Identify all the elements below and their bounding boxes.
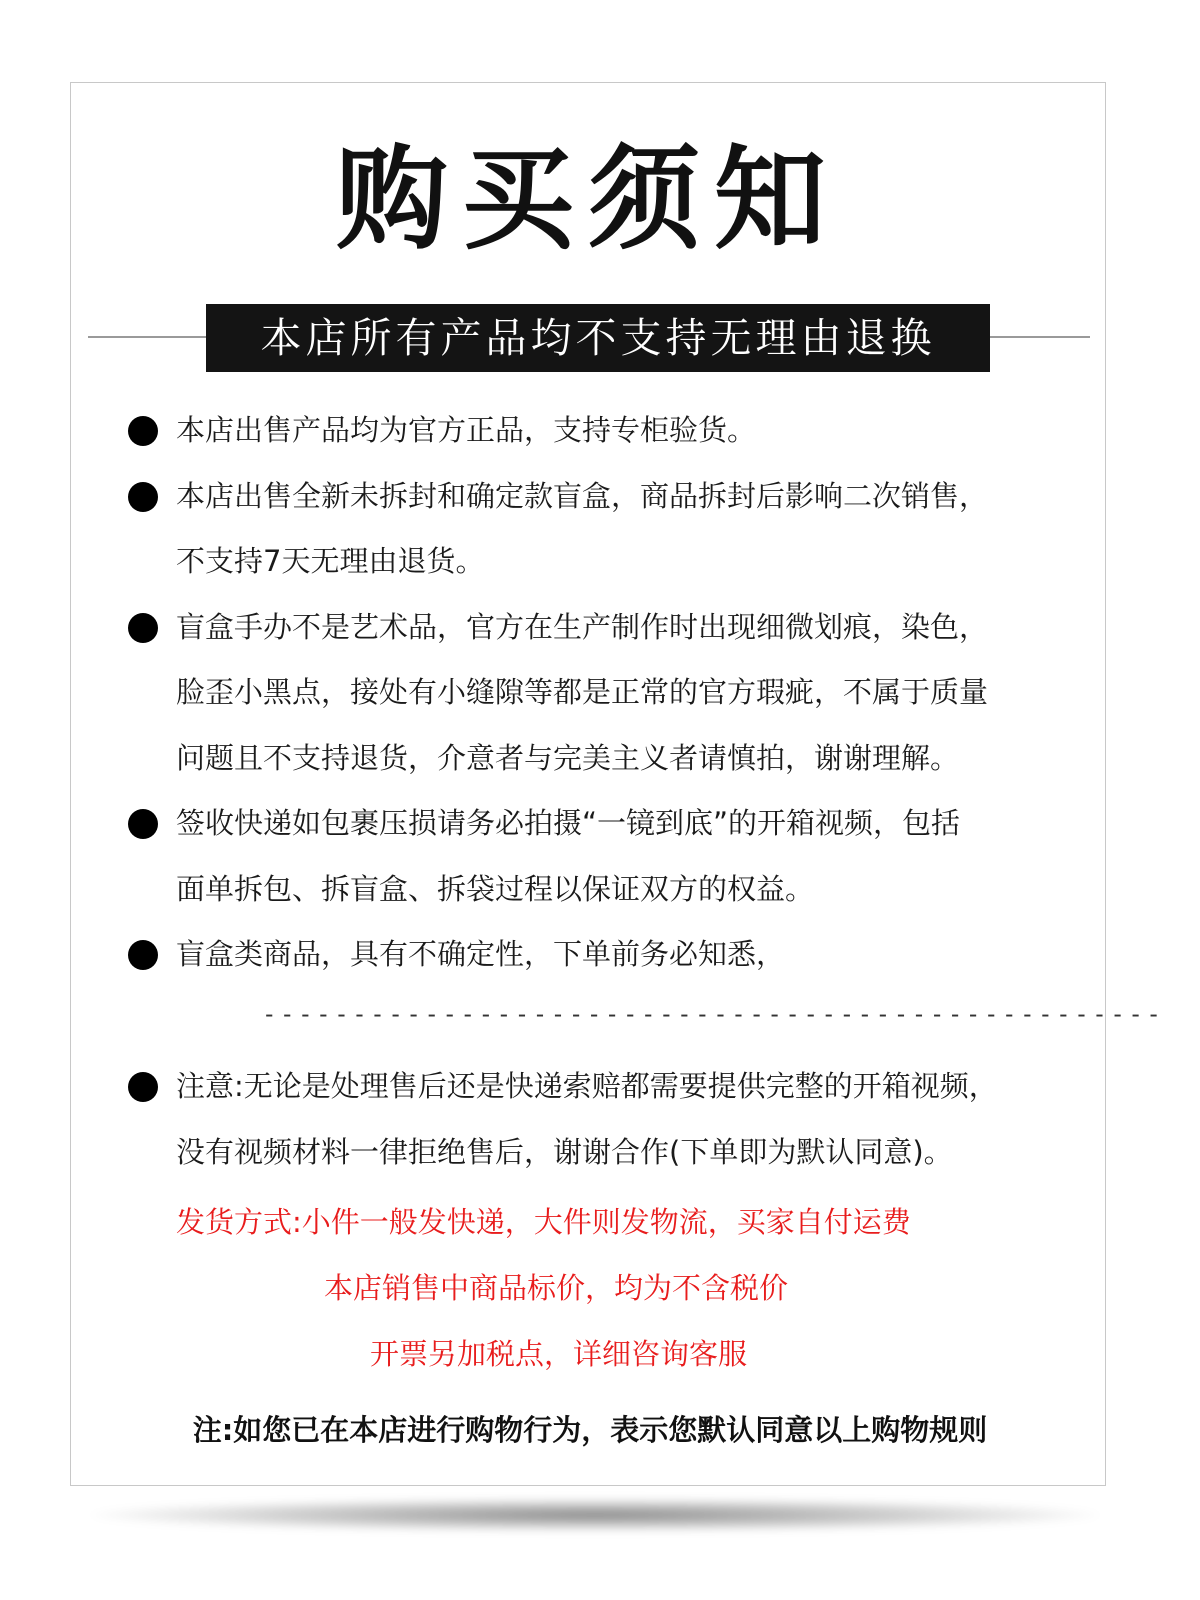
- list-item: [0, 398, 1176, 464]
- item-text: 盲盒类商品，具有不确定性，下单前务必知悉，: [176, 937, 786, 971]
- shipping-method-note: 发货方式:小件一般发快递，大件则发物流，买家自付运费: [176, 1205, 911, 1239]
- card-shadow: [90, 1498, 1100, 1532]
- list-item: [0, 595, 1176, 792]
- list-item: [0, 922, 1176, 988]
- item-text: 问题且不支持退货，介意者与完美主义者请慎拍，谢谢理解。: [176, 740, 960, 775]
- list-item: [0, 1054, 1176, 1185]
- bullet-icon: [128, 809, 158, 839]
- note-list: [0, 1054, 1176, 1185]
- bullet-icon: [128, 940, 158, 970]
- item-text: 本店出售产品均为官方正品，支持专柜验货。: [176, 413, 757, 447]
- agreement-footer: 注:如您已在本店进行购物行为，表示您默认同意以上购物规则: [192, 1413, 988, 1447]
- bullet-icon: [128, 613, 158, 643]
- note-text: 没有视频材料一律拒绝售后，谢谢合作(下单即为默认同意)。: [176, 1134, 953, 1169]
- item-text: 盲盒手办不是艺术品，官方在生产制作时出现细微划痕，染色，: [176, 609, 989, 644]
- item-text: 脸歪小黑点，接处有小缝隙等都是正常的官方瑕疵，不属于质量: [176, 675, 989, 709]
- item-text: 签收快递如包裹压损请务必拍摄“一镜到底”的开箱视频，包括: [176, 806, 961, 840]
- item-text: 本店出售全新未拆封和确定款盲盒，商品拆封后影响二次销售，: [176, 478, 989, 513]
- item-text: 不支持7天无理由退货。: [176, 544, 485, 578]
- list-item: [0, 791, 1176, 922]
- dashed-separator: --------------------------------------------------: [262, 1000, 1165, 1028]
- notice-list: [0, 398, 1176, 988]
- item-text: 面单拆包、拆盲盒、拆袋过程以保证双方的权益。: [176, 871, 815, 906]
- bullet-icon: [128, 482, 158, 512]
- no-return-banner: 本店所有产品均不支持无理由退换: [206, 304, 990, 372]
- bullet-icon: [128, 1072, 158, 1102]
- bullet-icon: [128, 416, 158, 446]
- tax-price-note: 本店销售中商品标价，均为不含税价: [324, 1271, 789, 1305]
- note-text: 注意:无论是处理售后还是快递索赔都需要提供完整的开箱视频，: [176, 1069, 998, 1103]
- invoice-note: 开票另加税点，详细咨询客服: [370, 1337, 748, 1371]
- page-title: 购买须知: [336, 135, 840, 265]
- list-item: [0, 464, 1176, 595]
